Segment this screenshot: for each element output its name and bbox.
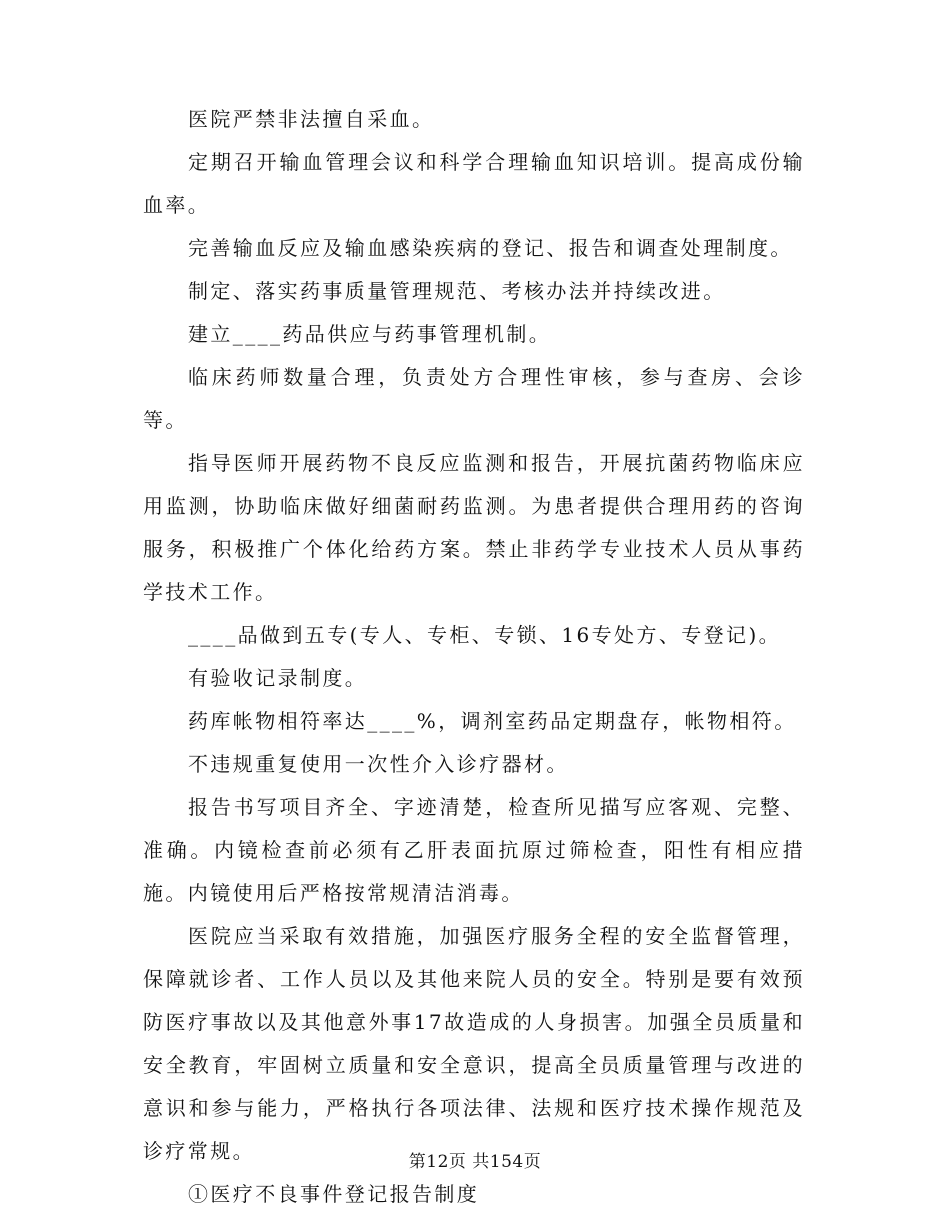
- paragraph: 定期召开输血管理会议和科学合理输血知识培训。提高成份输血率。: [143, 150, 805, 217]
- paragraph: ____品做到五专(专人、专柜、专锁、16专处方、专登记)。: [188, 623, 782, 647]
- paragraph: 医院应当采取有效措施，加强医疗服务全程的安全监督管理，保障就诊者、工作人员以及其他来院人员的安全。特别是要有效预防医疗事故以及其他意外事17故造成的人身损害。加强全员质量和安全教育，牢固树立质量和安全意识，提高全员质量管理与改进的意识和参与能力，严格执行各项法律、法规和医疗技术操作规范及诊疗常规。: [143, 924, 805, 1163]
- paragraph: 临床药师数量合理，负责处方合理性审核，参与查房、会诊等。: [143, 365, 805, 432]
- paragraph: 完善输血反应及输血感染疾病的登记、报告和调查处理制度。: [188, 236, 793, 260]
- paragraph: ①医疗不良事件登记报告制度: [188, 1182, 480, 1206]
- paragraph: 有验收记录制度。: [188, 666, 368, 690]
- paragraph: 报告书写项目齐全、字迹清楚，检查所见描写应客观、完整、准确。内镜检查前必须有乙肝表面抗原过筛检查，阳性有相应措施。内镜使用后严格按常规清洁消毒。: [143, 795, 805, 905]
- paragraph: 指导医师开展药物不良反应监测和报告，开展抗菌药物临床应用监测，协助临床做好细菌耐药监测。为患者提供合理用药的咨询服务，积极推广个体化给药方案。禁止非药学专业技术人员从事药学技术工作。: [143, 451, 805, 604]
- page-number-footer: 第12页 共154页: [408, 1152, 542, 1172]
- paragraph: 建立____药品供应与药事管理机制。: [188, 322, 552, 346]
- paragraph: 医院严禁非法擅自采血。: [188, 107, 435, 131]
- paragraph: 不违规重复使用一次性介入诊疗器材。: [188, 752, 569, 776]
- paragraph: 药库帐物相符率达____%，调剂室药品定期盘存，帐物相符。: [188, 709, 797, 733]
- paragraph: 制定、落实药事质量管理规范、考核办法并持续改进。: [188, 279, 726, 303]
- document-body: [143, 98, 805, 1216]
